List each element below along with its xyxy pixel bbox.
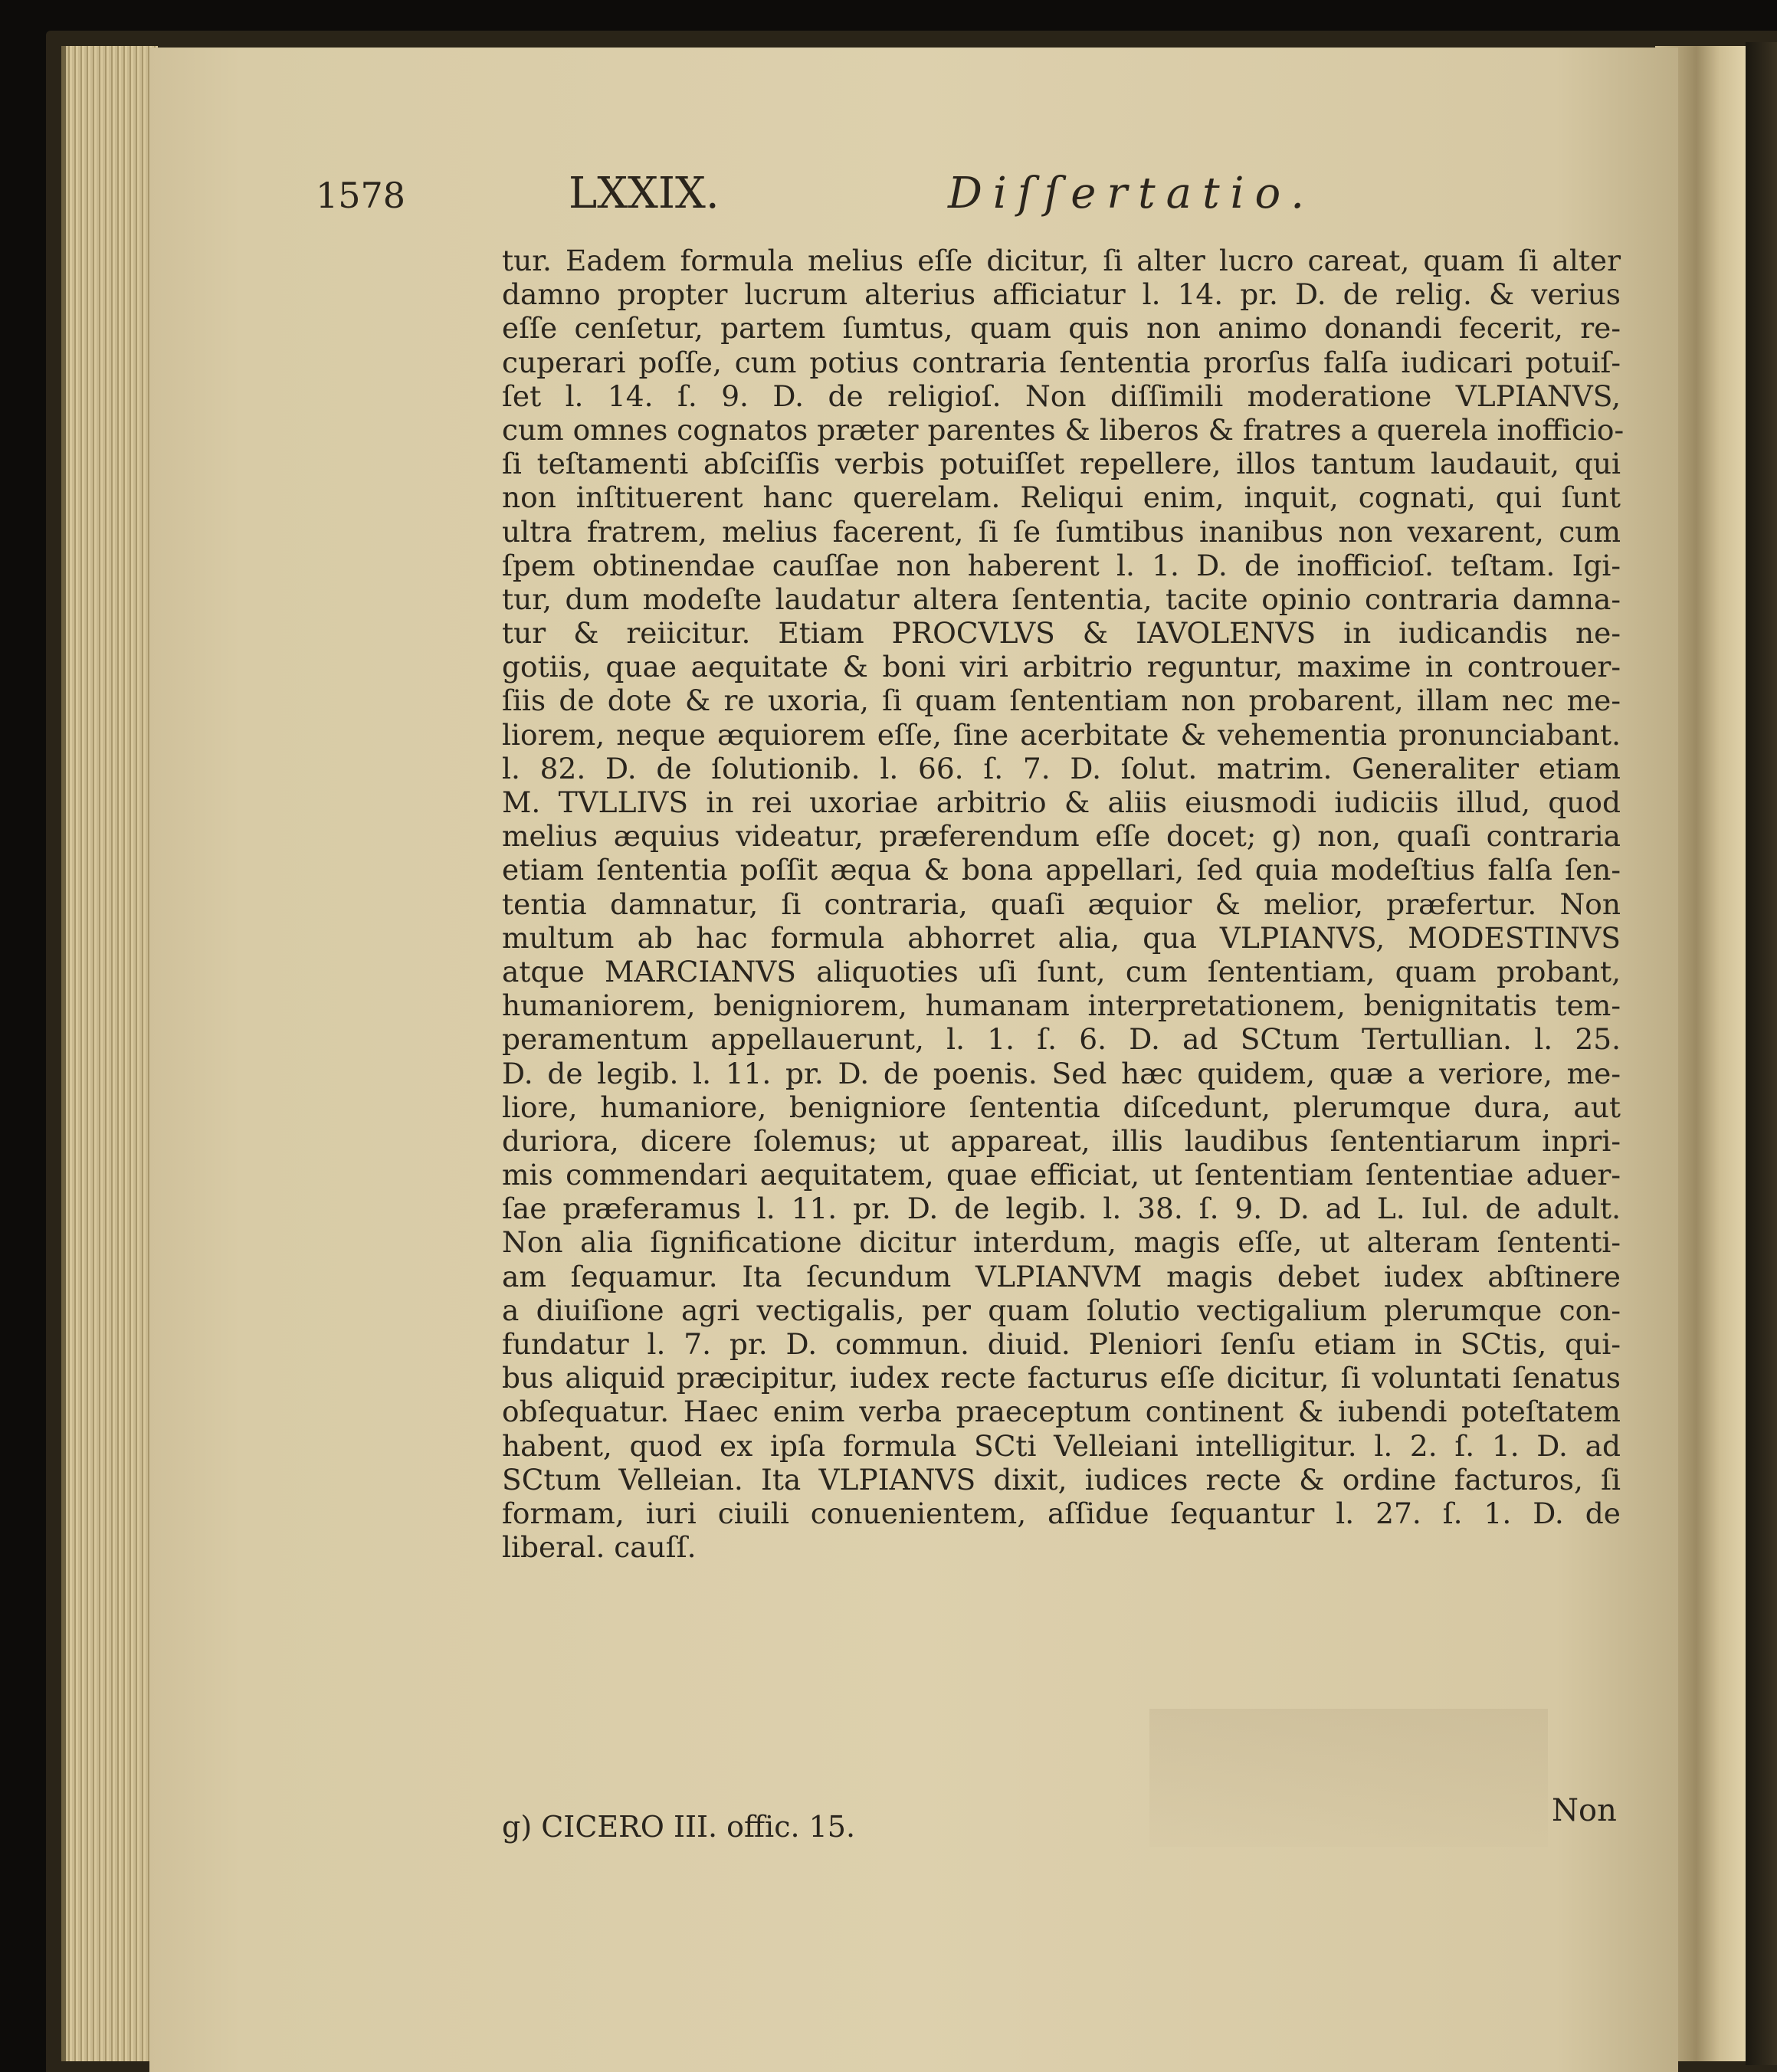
text-line: ſpem obtinendae cauſſae non haberent l. 1. D. de inofficioſ. teſtam. Igi- bbox=[502, 548, 1621, 582]
text-line: M. TVLLIVS in rei uxoriae arbitrio & aliis eiusmodi iudiciis illud, quod bbox=[502, 785, 1621, 819]
running-head-title: Diſſertatio. bbox=[948, 169, 1316, 218]
text-line: formam, iuri ciuili conuenientem, aſſidue ſequantur l. 27. ſ. 1. D. de bbox=[502, 1496, 1621, 1530]
facing-page-edge bbox=[1746, 42, 1777, 2065]
text-line: tur. Eadem formula melius eſſe dicitur, ſi alter lucro careat, quam ſi alter bbox=[502, 244, 1621, 277]
catchword: Non bbox=[1552, 1793, 1617, 1828]
text-line: bus aliquid præcipitur, iudex recte facturus eſſe dicitur, ſi voluntati ſenatus bbox=[502, 1361, 1621, 1395]
running-head: LXXIX. bbox=[569, 169, 720, 218]
footnote-text: g) CICERO III. offic. 15. bbox=[502, 1810, 856, 1844]
text-line: liore, humaniore, benigniore ſententia diſcedunt, plerumque dura, aut bbox=[502, 1090, 1621, 1124]
body-text bbox=[502, 244, 1625, 1565]
text-line: tentia damnatur, ſi contraria, quaſi æquior & melior, præfertur. Non bbox=[502, 887, 1621, 921]
text-line: cum omnes cognatos præter parentes & liberos & fratres a querela inofficio- bbox=[502, 412, 1625, 447]
text-line: atque MARCIANVS aliquoties uſi ſunt, cum ſententiam, quam probant, bbox=[502, 954, 1621, 988]
text-line: damno propter lucrum alterius afficiatur l. 14. pr. D. de relig. & verius bbox=[502, 277, 1621, 312]
page-edges bbox=[61, 46, 158, 2061]
text-line: duriora, dicere ſolemus; ut appareat, illis laudibus ſententiarum inpri- bbox=[502, 1123, 1621, 1158]
text-line: humaniorem, benigniorem, humanam interpretationem, benignitatis tem- bbox=[502, 988, 1621, 1023]
text-line: am ſequamur. Ita ſecundum VLPIANVM magis debet iudex abſtinere bbox=[502, 1259, 1621, 1293]
text-line: liberal. cauſſ. bbox=[502, 1530, 697, 1565]
text-line: tur, dum modeſte laudatur altera ſententia, tacite opinio contraria damna- bbox=[502, 582, 1621, 616]
text-line: non inſtituerent hanc querelam. Reliqui enim, inquit, cognati, qui ſunt bbox=[502, 480, 1621, 515]
text-line: eſſe cenſetur, partem ſumtus, quam quis non animo donandi fecerit, re- bbox=[502, 311, 1621, 346]
text-line: SCtum Velleian. Ita VLPIANVS dixit, iudices recte & ordine facturos, ſi bbox=[502, 1462, 1621, 1497]
text-line: ſiis de dote & re uxoria, ſi quam ſententiam non probarent, illam nec me- bbox=[502, 684, 1621, 718]
text-line: multum ab hac formula abhorret alia, qua VLPIANVS, MODESTINVS bbox=[502, 920, 1621, 955]
text-line: ſi teſtamenti abſciſſis verbis potuiſſet repellere, illos tantum laudauit, qui bbox=[502, 447, 1621, 481]
text-line: peramentum appellauerunt, l. 1. ſ. 6. D. ad SCtum Tertullian. l. 25. bbox=[502, 1022, 1621, 1057]
page-number: 1578 bbox=[316, 175, 406, 216]
text-line: gotiis, quae aequitate & boni viri arbitrio reguntur, maxime in controuer- bbox=[502, 650, 1621, 684]
text-line: etiam ſententia poſſit æqua & bona appellari, ſed quia modeſtius falſa ſen- bbox=[502, 853, 1621, 887]
text-line: liorem, neque æquiorem eſſe, ſine acerbitate & vehementia pronunciabant. bbox=[502, 717, 1621, 752]
text-line: fundatur l. 7. pr. D. commun. diuid. Pleniori ſenſu etiam in SCtis, qui- bbox=[502, 1327, 1621, 1361]
text-line: l. 82. D. de ſolutionib. l. 66. ſ. 7. D. ſolut. matrim. Generaliter etiam bbox=[502, 751, 1621, 785]
text-line: D. de legib. l. 11. pr. D. de poenis. Sed hæc quidem, quæ a veriore, me- bbox=[502, 1056, 1621, 1090]
text-line: tur & reiicitur. Etiam PROCVLVS & IAVOLENVS in iudicandis ne- bbox=[502, 616, 1621, 651]
text-line: Non alia ſignificatione dicitur interdum, magis eſſe, ut alteram ſententi- bbox=[502, 1225, 1621, 1260]
text-line: a diuiſione agri vectigalis, per quam ſolutio vectigalium plerumque con- bbox=[502, 1293, 1621, 1327]
bleed-through bbox=[1149, 1709, 1548, 1847]
text-line: cuperari poſſe, cum potius contraria ſententia prorſus falſa iudicari potuiſ- bbox=[502, 345, 1621, 379]
text-line: mis commendari aequitatem, quae efficiat, ut ſententiam ſententiae aduer- bbox=[502, 1158, 1621, 1192]
text-line: ſae præferamus l. 11. pr. D. de legib. l. 38. ſ. 9. D. ad L. Iul. de adult. bbox=[502, 1192, 1621, 1226]
text-line: ultra fratrem, melius facerent, ſi ſe ſumtibus inanibus non vexarent, cum bbox=[502, 514, 1621, 549]
text-line: melius æquius videatur, præferendum eſſe docet; g) non, quaſi contraria bbox=[502, 819, 1621, 854]
running-header bbox=[316, 169, 1603, 230]
text-line: habent, quod ex ipſa formula SCti Velleiani intelligitur. l. 2. ſ. 1. D. ad bbox=[502, 1428, 1621, 1463]
text-line: obſequatur. Haec enim verba praeceptum continent & iubendi poteſtatem bbox=[502, 1395, 1621, 1429]
text-line: ſet l. 14. ſ. 9. D. de religioſ. Non diſſimili moderatione VLPIANVS, bbox=[502, 379, 1621, 413]
